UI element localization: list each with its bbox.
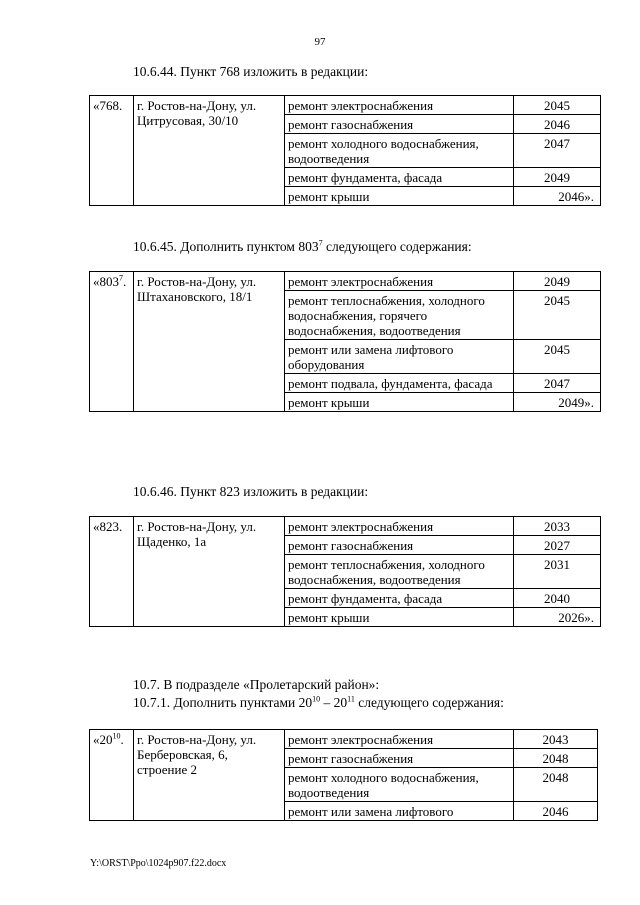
work-cell: ремонт или замена лифтового [285, 802, 514, 821]
item-number-text: «20 [93, 732, 113, 747]
paragraph-10-6-46: 10.6.46. Пункт 823 изложить в редакции: [133, 484, 369, 499]
year-cell: 2048 [514, 749, 598, 768]
work-cell: ремонт теплоснабжения, холодного водоснабжения, водоотведения [285, 555, 514, 589]
work-cell: ремонт крыши [285, 608, 514, 627]
item-number-text: «803 [93, 274, 119, 289]
work-cell: ремонт холодного водоснабжения, водоотведения [285, 134, 514, 168]
paragraph-superscript: 7 [318, 238, 323, 248]
work-cell: ремонт газоснабжения [285, 115, 514, 134]
paragraph-10-6-45 [133, 239, 472, 255]
item-number [90, 272, 134, 412]
item-number-superscript: 7 [119, 273, 123, 283]
work-cell: ремонт электроснабжения [285, 730, 514, 749]
work-cell: ремонт электроснабжения [285, 517, 514, 536]
table-item-823 [89, 516, 601, 627]
work-cell: ремонт фундамента, фасада [285, 589, 514, 608]
paragraph-text: 10.7.1. Дополнить пунктами 20 [133, 695, 313, 710]
paragraph-10-7: 10.7. В подразделе «Пролетарский район»: [133, 677, 380, 692]
item-number [90, 730, 134, 821]
paragraph-superscript: 11 [347, 694, 355, 704]
item-address: г. Ростов-на-Дону, ул. Берберовская, 6, строение 2 [134, 730, 285, 821]
year-cell: 2046 [514, 115, 601, 134]
year-cell: 2031 [514, 555, 601, 589]
paragraph-text: – 20 [320, 695, 348, 710]
year-cell: 2049 [514, 272, 601, 291]
work-cell: ремонт холодного водоснабжения, водоотведения [285, 768, 514, 802]
work-cell: ремонт газоснабжения [285, 749, 514, 768]
paragraph-10-7-1 [133, 695, 504, 711]
work-cell: ремонт электроснабжения [285, 272, 514, 291]
paragraph-superscript: 10 [312, 694, 321, 704]
year-cell: 2043 [514, 730, 598, 749]
year-cell: 2045 [514, 340, 601, 374]
item-number-superscript: 10 [112, 731, 121, 741]
item-number: «768. [90, 96, 134, 206]
table-item-803-7 [89, 271, 601, 412]
item-address: г. Ростов-на-Дону, ул. Штахановского, 18/1 [134, 272, 285, 412]
work-cell: ремонт фундамента, фасада [285, 168, 514, 187]
work-cell: ремонт электроснабжения [285, 96, 514, 115]
year-cell: 2045 [514, 291, 601, 340]
work-cell: ремонт газоснабжения [285, 536, 514, 555]
item-number: «823. [90, 517, 134, 627]
work-cell: ремонт крыши [285, 393, 514, 412]
year-cell: 2049 [514, 168, 601, 187]
table-item-768 [89, 95, 601, 206]
item-number-dot: . [123, 274, 127, 289]
work-cell: ремонт теплоснабжения, холодного водоснабжения, горячего водоснабжения, водоотведения [285, 291, 514, 340]
year-cell: 2033 [514, 517, 601, 536]
table-item-20-10 [89, 729, 598, 821]
year-cell: 2027 [514, 536, 601, 555]
year-cell: 2026». [514, 608, 601, 627]
year-cell: 2049». [514, 393, 601, 412]
item-address: г. Ростов-на-Дону, ул. Цитрусовая, 30/10 [134, 96, 285, 206]
work-cell: ремонт или замена лифтового оборудования [285, 340, 514, 374]
year-cell: 2040 [514, 589, 601, 608]
year-cell: 2045 [514, 96, 601, 115]
year-cell: 2048 [514, 768, 598, 802]
paragraph-text: следующего содержания: [354, 695, 504, 710]
year-cell: 2047 [514, 134, 601, 168]
item-number-dot: . [120, 732, 124, 747]
paragraph-text: следующего содержания: [322, 239, 472, 254]
work-cell: ремонт крыши [285, 187, 514, 206]
footer-file-path: Y:\ORST\Ppo\1024p907.f22.docx [90, 858, 227, 869]
work-cell: ремонт подвала, фундамента, фасада [285, 374, 514, 393]
year-cell: 2047 [514, 374, 601, 393]
item-address: г. Ростов-на-Дону, ул. Щаденко, 1а [134, 517, 285, 627]
paragraph-text: 10.6.45. Дополнить пунктом 803 [133, 239, 319, 254]
year-cell: 2046 [514, 802, 598, 821]
paragraph-10-6-44: 10.6.44. Пункт 768 изложить в редакции: [133, 64, 369, 79]
year-cell: 2046». [514, 187, 601, 206]
page-number: 97 [314, 36, 326, 48]
